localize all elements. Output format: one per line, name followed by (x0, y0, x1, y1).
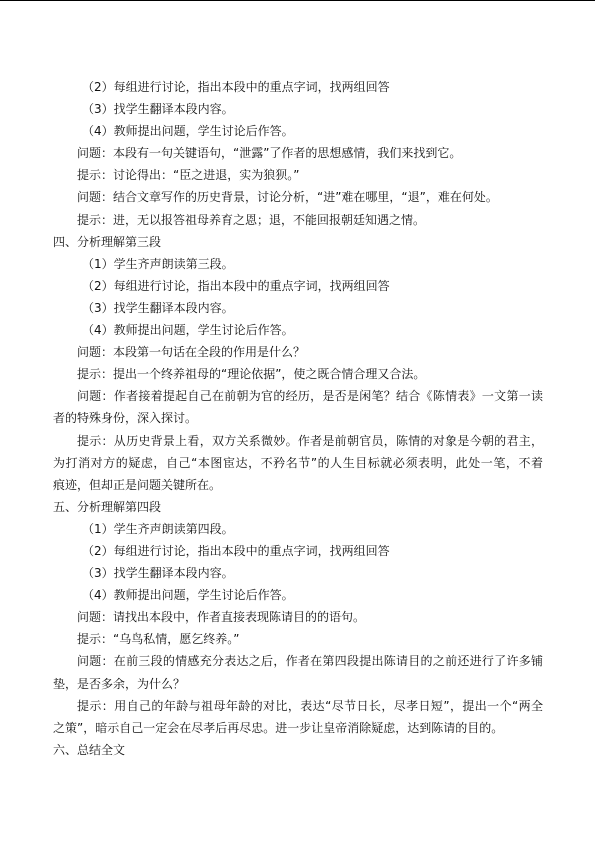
paragraph-line: （3）找学生翻译本段内容。 (82, 300, 234, 315)
paragraph-line: 问题：作者接着提起自己在前朝为官的经历，是否是闲笔？结合《陈情表》一文第一读 (77, 389, 543, 404)
paragraph-line: 提示：从历史背景上看，双方关系微妙。作者是前朝官员，陈情的对象是今朝的君主， (77, 433, 543, 448)
paragraph-line: （4）教师提出问题，学生讨论后作答。 (82, 124, 294, 139)
section-heading: 六、总结全文 (53, 742, 126, 757)
paragraph-line: （2）每组进行讨论，指出本段中的重点字词，找两组回答 (82, 278, 390, 293)
paragraph-line: 垫，是否多余，为什么？ (53, 676, 186, 691)
paragraph-line: 问题：本段有一句关键语句，“泄露”了作者的思想感情，我们来找到它。 (77, 146, 462, 161)
paragraph-line: 之策”，暗示自己一定会在尽孝后再尽忠。进一步让皇帝消除疑虑，达到陈请的目的。 (53, 720, 504, 735)
paragraph-line: 提示：提出一个终养祖母的“理论依据”，使之既合情合理又合法。 (77, 367, 426, 382)
paragraph-line: 提示：用自己的年龄与祖母年龄的对比，表达“尽节日长，尽孝日短”，提出一个“两全 (77, 698, 543, 713)
paragraph-line: 提示：讨论得出：“臣之进退，实为狼狈。” (77, 168, 300, 183)
paragraph-line: 问题：在前三段的情感充分表达之后，作者在第四段提出陈请目的之前还进行了许多铺 (77, 654, 543, 669)
paragraph-line: （2）每组进行讨论，指出本段中的重点字词，找两组回答 (82, 80, 390, 94)
paragraph-line: 问题：结合文章写作的历史背景，讨论分析，“进”难在哪里，“退”，难在何处。 (77, 190, 498, 205)
section-heading: 五、分析理解第四段 (53, 499, 162, 514)
paragraph-line: 为打消对方的疑虑，自己“本图宦达，不矜名节”的人生目标就必须表明，此处一笔，不着 (53, 455, 543, 470)
paragraph-line: 者的特殊身份，深入探讨。 (53, 411, 198, 426)
paragraph-line: 提示：进，无以报答祖母养育之恩；退，不能回报朝廷知遇之情。 (77, 212, 426, 227)
header-rule (0, 0, 595, 1)
section-heading: 四、分析理解第三段 (53, 234, 162, 249)
document-body (53, 76, 543, 761)
paragraph-line: 问题：请找出本段中，作者直接表现陈请目的的语句。 (77, 610, 366, 625)
paragraph-line: （4）教师提出问题，学生讨论后作答。 (82, 588, 294, 603)
paragraph-line: （3）找学生翻译本段内容。 (82, 102, 234, 117)
paragraph-line: （4）教师提出问题，学生讨论后作答。 (82, 323, 294, 338)
paragraph-line: 问题：本段第一句话在全段的作用是什么？ (77, 345, 306, 360)
paragraph-line: 痕迹，但却正是问题关键所在。 (53, 477, 222, 492)
paragraph-line: （2）每组进行讨论，指出本段中的重点字词，找两组回答 (82, 543, 390, 558)
paragraph-line: 提示：“乌鸟私情，愿乞终养。” (77, 632, 240, 647)
paragraph-line: （1）学生齐声朗读第三段。 (82, 256, 234, 271)
paragraph-line: （3）找学生翻译本段内容。 (82, 566, 234, 581)
paragraph-line: （1）学生齐声朗读第四段。 (82, 521, 234, 536)
